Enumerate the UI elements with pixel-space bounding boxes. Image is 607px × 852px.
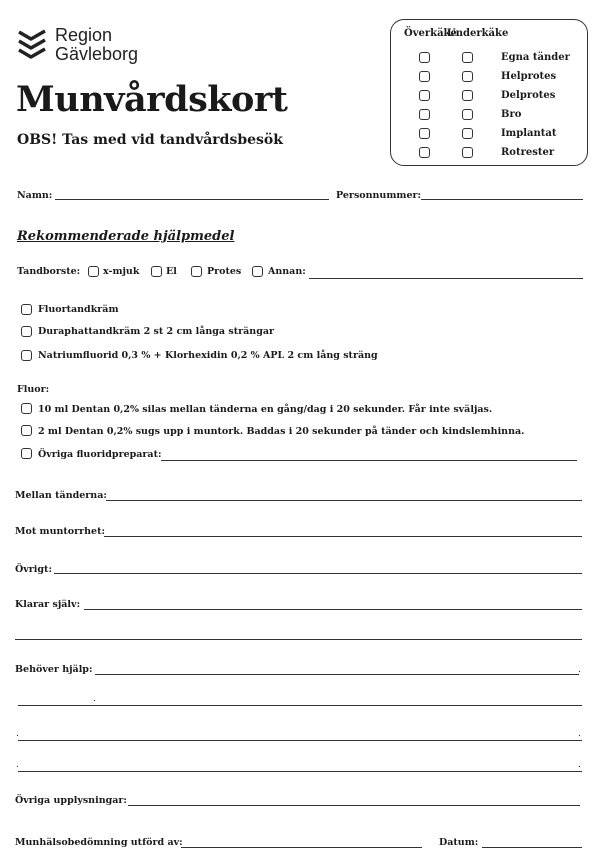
fluor-option: 2 ml Dentan 0,2% sugs upp i muntork. Baddas i 20 sekunder på tänder och kindslemhinna. [38, 426, 525, 437]
behover-hjalp-field-line-3[interactable] [18, 740, 582, 741]
upper-jaw-checkbox[interactable] [419, 52, 430, 63]
line-end-dot: . [578, 665, 581, 675]
ovriga-fluorid-field[interactable] [161, 460, 577, 461]
lower-jaw-checkbox[interactable] [462, 128, 473, 139]
dentan-10ml-checkbox[interactable] [21, 403, 32, 414]
bedomning-label: Munhälsobedömning utförd av: [15, 837, 183, 848]
datum-field[interactable] [482, 847, 582, 848]
upper-jaw-checkbox[interactable] [419, 71, 430, 82]
tandborste-option: Protes [207, 266, 242, 277]
tandborste-el-checkbox[interactable] [151, 266, 162, 277]
logo-text [55, 26, 138, 64]
behover-hjalp-field-line-2[interactable] [18, 705, 582, 706]
ovrigt-label: Övrigt: [15, 564, 52, 575]
klarar-sjalv-field-line-2[interactable] [15, 639, 582, 640]
jaw-row-label: Delprotes [501, 90, 556, 101]
logo-line-2: Gävleborg [55, 44, 139, 64]
personnummer-label: Personnummer: [336, 190, 422, 201]
upper-jaw-checkbox[interactable] [419, 109, 430, 120]
tandborste-label: Tandborste: [17, 266, 81, 277]
behover-hjalp-field[interactable] [95, 674, 579, 675]
region-gavleborg-logo-icon [17, 28, 47, 62]
section-title: Rekommenderade hjälpmedel [17, 229, 235, 244]
klarar-sjalv-label: Klarar själv: [15, 599, 81, 610]
tandborste-annan-field[interactable] [309, 278, 583, 279]
tandborste-annan-checkbox[interactable] [252, 266, 263, 277]
duraphat-checkbox[interactable] [21, 326, 32, 337]
mellan-tanderna-label: Mellan tänderna: [15, 490, 107, 501]
lower-jaw-checkbox[interactable] [462, 109, 473, 120]
lower-jaw-checkbox[interactable] [462, 90, 473, 101]
name-label: Namn: [17, 190, 53, 201]
muntorrhet-field[interactable] [104, 536, 582, 537]
mellan-tanderna-field[interactable] [106, 500, 582, 501]
bedomning-field[interactable] [181, 847, 422, 848]
upper-jaw-checkbox[interactable] [419, 128, 430, 139]
upper-jaw-checkbox[interactable] [419, 90, 430, 101]
ovriga-upplysningar-label: Övriga upplysningar: [15, 795, 127, 806]
page-subtitle: OBS! Tas med vid tandvårdsbesök [17, 132, 283, 148]
ovriga-fluorid-checkbox[interactable] [21, 448, 32, 459]
jaw-row-label: Helprotes [501, 71, 557, 82]
datum-label: Datum: [439, 837, 479, 848]
line-end-dot: . [578, 729, 581, 739]
jaw-row-label: Rotrester [501, 147, 555, 158]
logo-line-1: Region [55, 25, 113, 45]
fluor-option: 10 ml Dentan 0,2% silas mellan tänderna en gång/dag i 20 sekunder. Får inte sväljas. [38, 404, 493, 415]
tandborste-option: Annan: [268, 266, 306, 277]
line-end-dot: . [578, 760, 581, 770]
jaw-row-label: Implantat [501, 128, 557, 139]
col-upper-jaw: Överkäke [404, 28, 457, 39]
fluor-label: Fluor: [17, 384, 50, 395]
page-title: Munvårdskort [16, 79, 288, 120]
jaw-row-label: Egna tänder [501, 52, 570, 63]
paste-option: Duraphattandkräm 2 st 2 cm långa strängar [38, 326, 275, 337]
klarar-sjalv-field[interactable] [84, 609, 582, 610]
behover-hjalp-field-line-4[interactable] [18, 771, 582, 772]
muntorrhet-label: Mot muntorrhet: [15, 526, 105, 537]
line-start-dot: . [16, 729, 19, 739]
dentan-2ml-checkbox[interactable] [21, 425, 32, 436]
lower-jaw-checkbox[interactable] [462, 52, 473, 63]
paste-option: Fluortandkräm [38, 304, 119, 315]
line-dot: . [93, 694, 96, 704]
tandborste-xmjuk-checkbox[interactable] [88, 266, 99, 277]
fluor-option: Övriga fluoridpreparat: [38, 449, 162, 460]
lower-jaw-checkbox[interactable] [462, 71, 473, 82]
personnummer-field[interactable] [421, 199, 583, 200]
upper-jaw-checkbox[interactable] [419, 147, 430, 158]
lower-jaw-checkbox[interactable] [462, 147, 473, 158]
fluortandkram-checkbox[interactable] [21, 304, 32, 315]
paste-option: Natriumfluorid 0,3 % + Klorhexidin 0,2 % APL 2 cm lång sträng [38, 350, 378, 361]
tandborste-option: x-mjuk [103, 266, 140, 277]
ovrigt-field[interactable] [54, 573, 582, 574]
line-start-dot: . [16, 760, 19, 770]
behover-hjalp-label: Behöver hjälp: [15, 664, 93, 675]
tandborste-protes-checkbox[interactable] [191, 266, 202, 277]
ovriga-upplysningar-field[interactable] [128, 805, 580, 806]
tandborste-option: El [166, 266, 177, 277]
jaw-row-label: Bro [501, 109, 522, 120]
name-field[interactable] [55, 199, 329, 200]
col-lower-jaw: Underkäke [447, 28, 509, 39]
natriumfluorid-checkbox[interactable] [21, 350, 32, 361]
